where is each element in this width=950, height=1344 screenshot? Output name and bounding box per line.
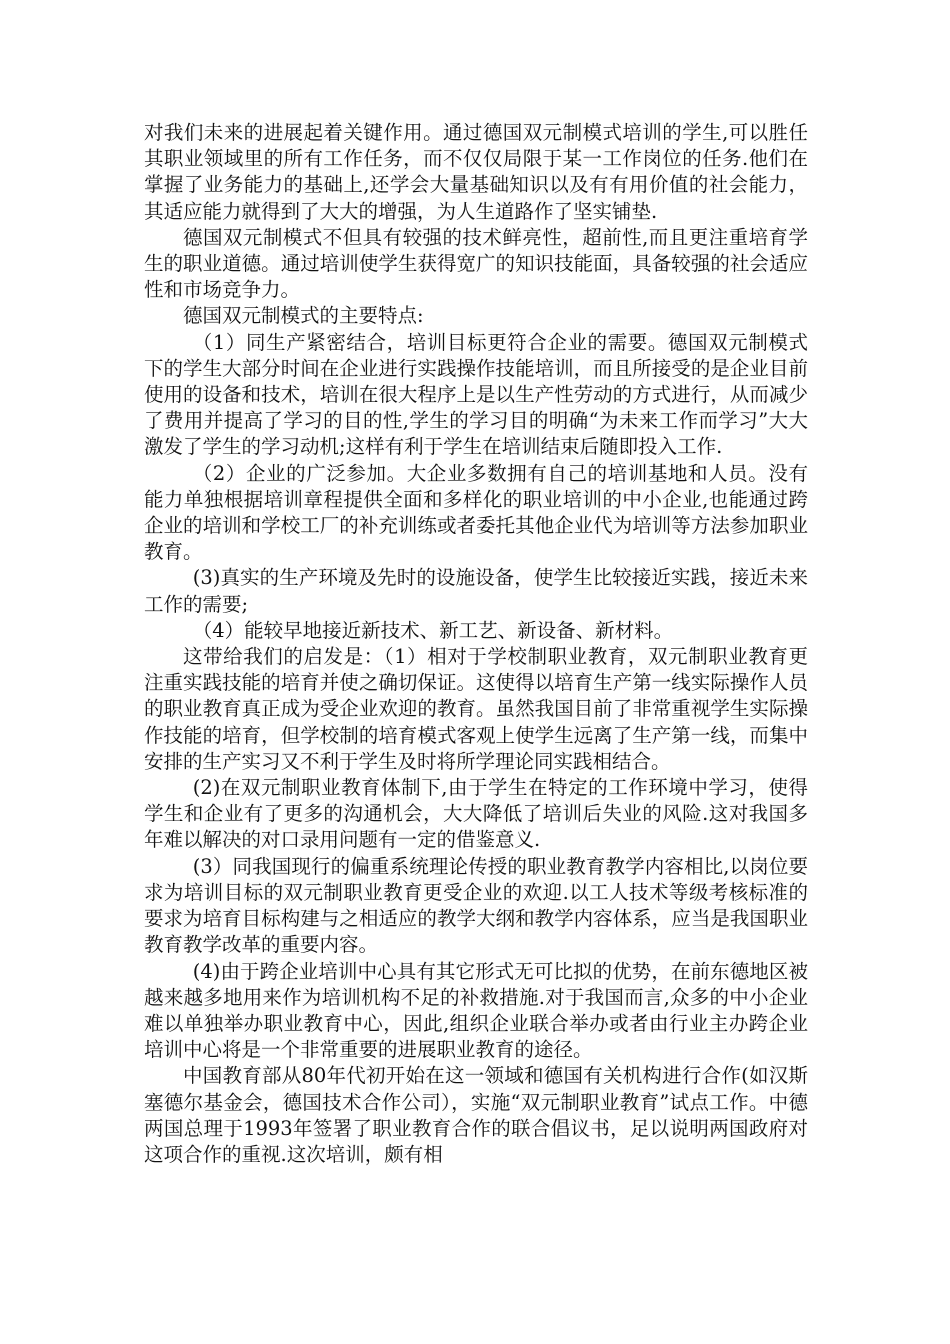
paragraph-1: 对我们未来的进展起着关键作用。通过德国双元制模式培训的学生,可以胜任其职业领域里的所有工作任务，而不仅仅局限于某一工作岗位的任务.他们在掌握了业务能力的基础上,还学会大量基础知识以及有有用价值的社会能力，其适应能力就得到了大大的增强，为人生道路作了坚实铺垫. <box>144 121 808 223</box>
paragraph-7: （4）能较早地接近新技术、新工艺、新设备、新材料。 <box>192 618 674 642</box>
paragraph-5: （2）企业的广泛参加。大企业多数拥有自己的培训基地和人员。没有能力单独根据培训章程提供全面和多样化的职业培训的中小企业,也能通过跨企业的培训和学校工厂的补充训练或者委托其他企业代为培训等方法参加职业教育。 <box>144 461 808 564</box>
paragraph-3: 德国双元制模式的主要特点: <box>183 304 424 328</box>
paragraph-4: （1）同生产紧密结合，培训目标更符合企业的需要。德国双元制模式下的学生大部分时间在企业进行实践操作技能培训，而且所接受的是企业目前使用的设备和技术，培训在很大程序上是以生产性劳动的方式进行，从而减少了费用并提高了学习的目的性,学生的学习目的明确“为未来工作而学习”大大激发了学生的学习动机;这样有利于学生在培训结束后随即投入工作. <box>144 330 808 459</box>
paragraph-2: 德国双元制模式不但具有较强的技术鲜亮性，超前性,而且更注重培育学生的职业道德。通过培训使学生获得宽广的知识技能面，具备较强的社会适应性和市场竞争力。 <box>144 225 808 302</box>
paragraph-10: (3）同我国现行的偏重系统理论传授的职业教育教学内容相比,以岗位要求为培训目标的双元制职业教育更受企业的欢迎.以工人技术等级考核标准的要求为培育目标构建与之相适应的教学大纲和教学内容体系，应当是我国职业教育教学改革的重要内容。 <box>144 854 808 957</box>
paragraph-9: (2)在双元制职业教育体制下,由于学生在特定的工作环境中学习，使得学生和企业有了更多的沟通机会，大大降低了培训后失业的风险.这对我国多年难以解决的对口录用问题有一定的借鉴意义. <box>144 776 808 852</box>
paragraph-8: 这带给我们的启发是：（1）相对于学校制职业教育，双元制职业教育更注重实践技能的培育并使之确切保证。这使得以培育生产第一线实际操作人员的职业教育真正成为受企业欢迎的教育。虽然我国目前了非常重视学生实际操作技能的培育，但学校制的培育模式客观上使学生远离了生产第一线，而集中安排的生产实习又不利于学生及时将所学理论同实践相结合。 <box>144 645 808 773</box>
document-body <box>144 120 808 1168</box>
paragraph-6: (3)真实的生产环境及先时的设施设备，使学生比较接近实践，接近未来工作的需要; <box>144 566 808 616</box>
paragraph-11: (4)由于跨企业培训中心具有其它形式无可比拟的优势，在前东德地区被越来越多地用来作为培训机构不足的补救措施.对于我国而言,众多的中小企业难以单独举办职业教育中心，因此,组织企业联合举办或者由行业主办跨企业培训中心将是一个非常重要的进展职业教育的途径。 <box>144 959 808 1062</box>
paragraph-12: 中国教育部从80年代初开始在这一领域和德国有关机构进行合作(如汉斯塞德尔基金会，德国技术合作公司），实施“双元制职业教育”试点工作。中德两国总理于1993年签署了职业教育合作的联合倡议书，足以说明两国政府对这项合作的重视.这次培训，颇有相 <box>144 1064 808 1166</box>
